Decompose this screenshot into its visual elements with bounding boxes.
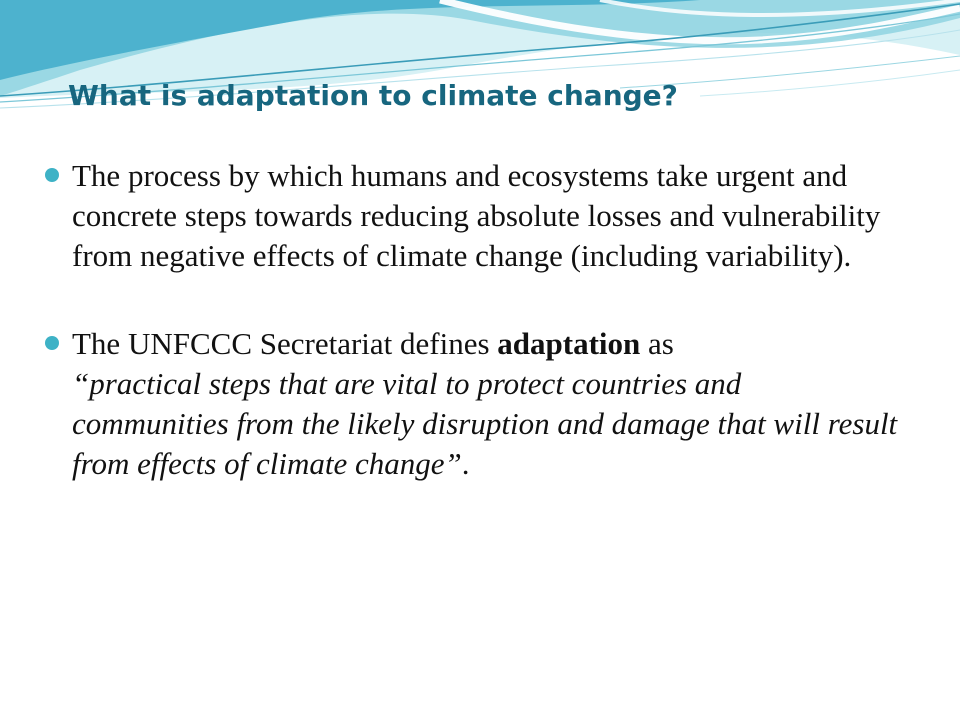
bullet-text-lead: The UNFCCC Secretariat defines (72, 326, 498, 361)
bullet-list (72, 156, 902, 484)
quote-end-period: . (461, 446, 470, 481)
bullet-text: The process by which humans and ecosystems take urgent and concrete steps towards reducing absolute losses and vulnerability from negative effects of climate change (including variability). (72, 158, 881, 273)
bullet-item-unfccc-definition (72, 324, 902, 484)
bullet-dot-icon (45, 168, 59, 182)
slide-title: What is adaptation to climate change? (68, 79, 678, 112)
adaptation-term: adaptation (497, 326, 641, 361)
wave-line-5 (700, 70, 960, 96)
bullet-dot-icon (45, 336, 59, 350)
unfccc-quote: “practical steps that are vital to protect countries and communities from the likely disruption and damage that will result from effects of climate change” (72, 366, 898, 481)
bullet-item-process-definition (72, 156, 902, 276)
bullet-text-as: as (640, 326, 674, 361)
